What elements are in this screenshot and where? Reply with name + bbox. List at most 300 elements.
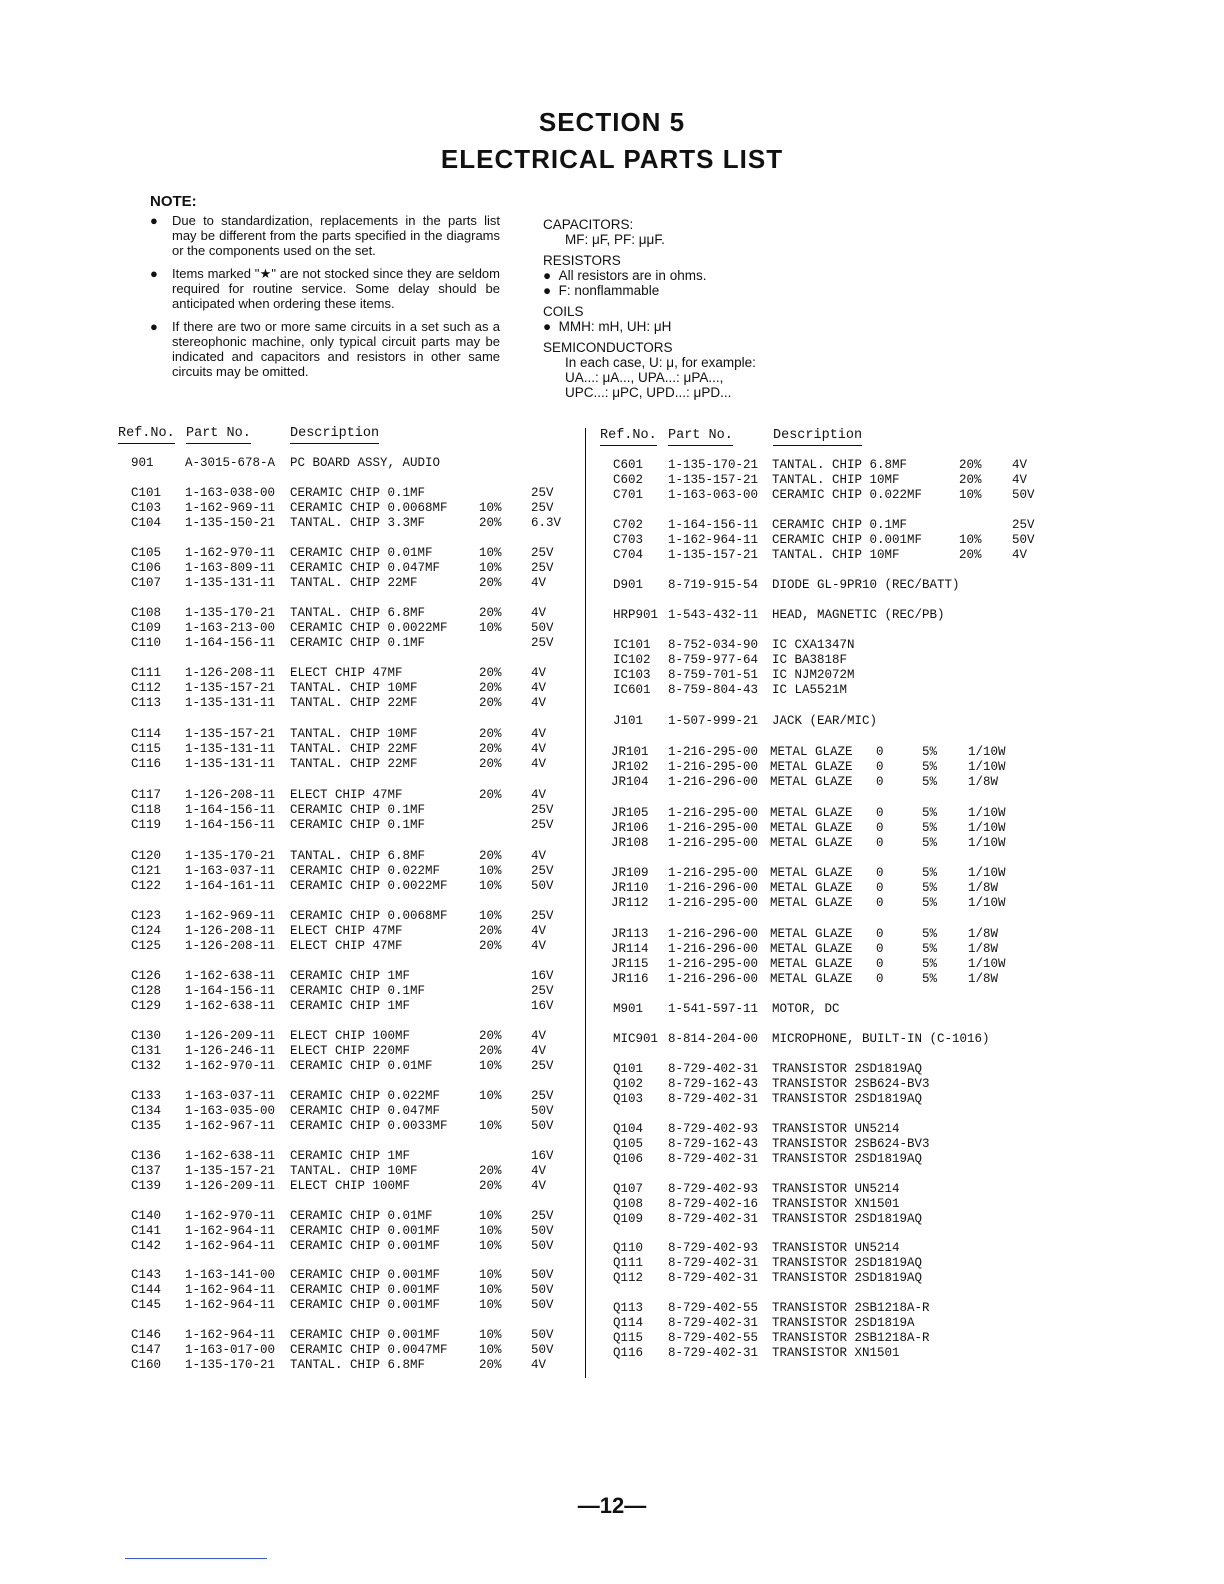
- description-cell: CERAMIC CHIP 0.022MF: [772, 488, 923, 502]
- part-no-cell: 1-162-970-11: [185, 1059, 276, 1073]
- ref-no-cell: Q107: [613, 1182, 644, 1196]
- description-cell: CERAMIC CHIP 0.01MF: [290, 546, 433, 560]
- description-cell: METAL GLAZE: [770, 866, 853, 880]
- rating-cell: 50V: [531, 1343, 554, 1357]
- part-no-cell: 1-164-156-11: [185, 636, 276, 650]
- part-no-cell: 8-729-402-55: [668, 1331, 759, 1345]
- bullet-icon: ●: [150, 213, 158, 228]
- part-no-cell: 8-729-402-31: [668, 1316, 759, 1330]
- ref-no-cell: C144: [131, 1283, 162, 1297]
- ref-no-cell: C104: [131, 516, 162, 530]
- description-cell: CERAMIC CHIP 0.1MF: [290, 984, 426, 998]
- ref-no-cell: C128: [131, 984, 162, 998]
- part-no-cell: 1-216-295-00: [668, 896, 759, 910]
- part-no-cell: 1-163-038-00: [185, 486, 276, 500]
- rating-cell: 6.3V: [531, 516, 562, 530]
- description-cell: TRANSISTOR 2SD1819AQ: [772, 1256, 923, 1270]
- rating-cell: 4V: [531, 788, 547, 802]
- tolerance-cell: 10%: [479, 1283, 502, 1297]
- description-cell: TRANSISTOR 2SB624-BV3: [772, 1077, 930, 1091]
- ref-no-cell: IC601: [613, 683, 651, 697]
- ref-no-cell: C141: [131, 1224, 162, 1238]
- tolerance-cell: 0: [876, 775, 884, 789]
- bullet-icon: ●: [150, 266, 158, 281]
- part-no-cell: 1-163-809-11: [185, 561, 276, 575]
- part-no-cell: 1-163-063-00: [668, 488, 759, 502]
- rating-cell: 5%: [922, 806, 938, 820]
- rating-cell: 4V: [531, 924, 547, 938]
- ref-no-cell: Q112: [613, 1271, 644, 1285]
- part-no-cell: 1-216-295-00: [668, 866, 759, 880]
- rating-cell: 25V: [531, 818, 554, 832]
- description-cell: TRANSISTOR 2SB624-BV3: [772, 1137, 930, 1151]
- description-cell: CERAMIC CHIP 0.001MF: [290, 1224, 441, 1238]
- part-no-cell: 1-135-131-11: [185, 757, 276, 771]
- ref-no-cell: C126: [131, 969, 162, 983]
- tolerance-cell: 10%: [479, 1239, 502, 1253]
- rating-cell: 25V: [531, 909, 554, 923]
- ref-no-cell: JR114: [611, 942, 649, 956]
- tolerance-cell: 10%: [479, 1119, 502, 1133]
- part-no-cell: 1-135-157-21: [185, 727, 276, 741]
- description-cell: METAL GLAZE: [770, 927, 853, 941]
- tolerance-cell: 10%: [479, 1059, 502, 1073]
- tolerance-cell: 10%: [479, 1089, 502, 1103]
- rating-cell: 50V: [531, 1268, 554, 1282]
- rating-cell: 5%: [922, 942, 938, 956]
- tolerance-cell: 10%: [479, 1298, 502, 1312]
- description-cell: CERAMIC CHIP 0.01MF: [290, 1059, 433, 1073]
- ref-no-cell: C703: [613, 533, 644, 547]
- part-no-cell: 1-126-209-11: [185, 1029, 276, 1043]
- part-no-cell: 1-216-295-00: [668, 745, 759, 759]
- ref-no-cell: C601: [613, 458, 644, 472]
- ref-no-cell: Q113: [613, 1301, 644, 1315]
- rating-cell: 5%: [922, 972, 938, 986]
- tolerance-cell: 10%: [479, 621, 502, 635]
- description-cell: CERAMIC CHIP 0.001MF: [290, 1239, 441, 1253]
- ref-no-cell: C111: [131, 666, 162, 680]
- rating-cell: 5%: [922, 745, 938, 759]
- ref-no-cell: Q115: [613, 1331, 644, 1345]
- power-cell: 1/8W: [968, 942, 999, 956]
- description-cell: METAL GLAZE: [770, 957, 853, 971]
- description-cell: TRANSISTOR XN1501: [772, 1197, 900, 1211]
- part-no-cell: 1-162-964-11: [185, 1283, 276, 1297]
- part-no-cell: 8-729-402-31: [668, 1092, 759, 1106]
- part-no-cell: 1-216-296-00: [668, 881, 759, 895]
- rating-cell: 50V: [531, 1119, 554, 1133]
- description-cell: TANTAL. CHIP 22MF: [290, 576, 418, 590]
- ref-no-cell: C118: [131, 803, 162, 817]
- ref-no-cell: C110: [131, 636, 162, 650]
- description-cell: CERAMIC CHIP 0.0068MF: [290, 909, 448, 923]
- rating-cell: 25V: [531, 803, 554, 817]
- tolerance-cell: 0: [876, 972, 884, 986]
- description-cell: ELECT CHIP 47MF: [290, 939, 403, 953]
- rating-cell: 4V: [531, 849, 547, 863]
- description-cell: METAL GLAZE: [770, 821, 853, 835]
- description-cell: TRANSISTOR UN5214: [772, 1122, 900, 1136]
- description-cell: IC NJM2072M: [772, 668, 855, 682]
- description-cell: CERAMIC CHIP 0.1MF: [290, 818, 426, 832]
- part-no-cell: 8-729-402-31: [668, 1212, 759, 1226]
- part-no-cell: 1-541-597-11: [668, 1002, 759, 1016]
- rating-cell: 25V: [531, 1059, 554, 1073]
- part-no-cell: 1-135-150-21: [185, 516, 276, 530]
- description-cell: TRANSISTOR UN5214: [772, 1182, 900, 1196]
- tolerance-cell: 10%: [479, 1209, 502, 1223]
- description-cell: ELECT CHIP 47MF: [290, 924, 403, 938]
- description-cell: CERAMIC CHIP 0.047MF: [290, 1104, 441, 1118]
- tolerance-cell: 20%: [479, 757, 502, 771]
- description-cell: CERAMIC CHIP 0.022MF: [290, 864, 441, 878]
- ref-no-cell: C117: [131, 788, 162, 802]
- part-no-cell: 1-162-964-11: [185, 1239, 276, 1253]
- tolerance-cell: 20%: [479, 606, 502, 620]
- part-no-cell: 1-162-969-11: [185, 909, 276, 923]
- rating-cell: 4V: [531, 1029, 547, 1043]
- ref-no-cell: C134: [131, 1104, 162, 1118]
- ref-no-cell: C139: [131, 1179, 162, 1193]
- description-cell: CERAMIC CHIP 0.022MF: [290, 1089, 441, 1103]
- part-no-cell: 8-729-402-31: [668, 1271, 759, 1285]
- part-no-cell: 1-135-157-21: [668, 548, 759, 562]
- tolerance-cell: 20%: [479, 849, 502, 863]
- part-no-cell: 1-163-035-00: [185, 1104, 276, 1118]
- capacitors-heading: CAPACITORS:: [543, 217, 634, 232]
- part-no-cell: 1-135-170-21: [185, 1358, 276, 1372]
- description-cell: TRANSISTOR UN5214: [772, 1241, 900, 1255]
- rating-cell: 25V: [531, 1209, 554, 1223]
- rating-cell: 4V: [531, 1179, 547, 1193]
- description-cell: TANTAL. CHIP 6.8MF: [290, 1358, 426, 1372]
- ref-no-cell: Q106: [613, 1152, 644, 1166]
- ref-no-cell: JR101: [611, 745, 649, 759]
- tolerance-cell: 0: [876, 806, 884, 820]
- ref-no-cell: JR116: [611, 972, 649, 986]
- ref-no-cell: Q110: [613, 1241, 644, 1255]
- rating-cell: 5%: [922, 775, 938, 789]
- part-no-cell: 1-135-131-11: [185, 742, 276, 756]
- note-text: If there are two or more same circuits in a set such as a stereophonic machine, only typical circuit parts may be indicated and capacitors and resistors in other same circuits may be omitted.: [172, 319, 500, 379]
- rating-cell: 25V: [531, 1089, 554, 1103]
- description-cell: IC LA5521M: [772, 683, 848, 697]
- ref-no-cell: IC101: [613, 638, 651, 652]
- tolerance-cell: 0: [876, 957, 884, 971]
- ref-no-cell: C143: [131, 1268, 162, 1282]
- part-no-cell: 1-216-295-00: [668, 836, 759, 850]
- ref-no-cell: C120: [131, 849, 162, 863]
- rating-cell: 50V: [531, 879, 554, 893]
- part-no-cell: 1-164-156-11: [185, 818, 276, 832]
- part-no-cell: 1-216-295-00: [668, 806, 759, 820]
- part-no-cell: 1-135-170-21: [668, 458, 759, 472]
- part-no-cell: 8-729-402-55: [668, 1301, 759, 1315]
- ref-no-cell: JR106: [611, 821, 649, 835]
- rating-cell: 5%: [922, 927, 938, 941]
- tolerance-cell: 0: [876, 927, 884, 941]
- ref-no-cell: C109: [131, 621, 162, 635]
- description-cell: CERAMIC CHIP 0.001MF: [772, 533, 923, 547]
- header-description: Description: [290, 426, 379, 444]
- description-cell: ELECT CHIP 100MF: [290, 1029, 411, 1043]
- power-cell: 1/10W: [968, 896, 1006, 910]
- description-cell: TRANSISTOR 2SD1819AQ: [772, 1212, 923, 1226]
- rating-cell: 25V: [531, 636, 554, 650]
- description-cell: TANTAL. CHIP 22MF: [290, 757, 418, 771]
- rating-cell: 16V: [531, 1149, 554, 1163]
- rating-cell: 4V: [531, 576, 547, 590]
- part-no-cell: 1-216-296-00: [668, 927, 759, 941]
- ref-no-cell: C107: [131, 576, 162, 590]
- note-item: [150, 213, 500, 258]
- description-cell: ELECT CHIP 220MF: [290, 1044, 411, 1058]
- description-cell: TRANSISTOR 2SB1218A-R: [772, 1331, 930, 1345]
- description-cell: TRANSISTOR 2SD1819AQ: [772, 1062, 923, 1076]
- part-no-cell: 8-729-402-93: [668, 1122, 759, 1136]
- ref-no-cell: IC102: [613, 653, 651, 667]
- resistors-line: [543, 268, 873, 283]
- tolerance-cell: 0: [876, 821, 884, 835]
- parts-list-title: ELECTRICAL PARTS LIST: [440, 144, 784, 174]
- ref-no-cell: C124: [131, 924, 162, 938]
- semiconductors-line: UA...: μA..., UPA...: μPA...,: [565, 370, 724, 385]
- rating-cell: 4V: [531, 1044, 547, 1058]
- ref-no-cell: Q116: [613, 1346, 644, 1360]
- part-no-cell: 1-162-964-11: [668, 533, 759, 547]
- tolerance-cell: 0: [876, 836, 884, 850]
- rating-cell: 4V: [531, 1358, 547, 1372]
- description-cell: CERAMIC CHIP 0.047MF: [290, 561, 441, 575]
- rating-cell: 4V: [531, 727, 547, 741]
- description-cell: TRANSISTOR 2SD1819AQ: [772, 1152, 923, 1166]
- part-no-cell: 1-162-970-11: [185, 1209, 276, 1223]
- part-no-cell: 8-729-402-93: [668, 1241, 759, 1255]
- ref-no-cell: C103: [131, 501, 162, 515]
- part-no-cell: 8-729-402-31: [668, 1152, 759, 1166]
- power-cell: 1/8W: [968, 927, 999, 941]
- description-cell: IC CXA1347N: [772, 638, 855, 652]
- units-legend: [543, 217, 873, 400]
- part-no-cell: 1-163-037-11: [185, 1089, 276, 1103]
- ref-no-cell: C113: [131, 696, 162, 710]
- ref-no-cell: Q101: [613, 1062, 644, 1076]
- description-cell: CERAMIC CHIP 0.1MF: [290, 803, 426, 817]
- ref-no-cell: C125: [131, 939, 162, 953]
- description-cell: TANTAL. CHIP 10MF: [772, 548, 900, 562]
- ref-no-cell: D901: [613, 578, 644, 592]
- description-cell: DIODE GL-9PR10 (REC/BATT): [772, 578, 960, 592]
- part-no-cell: 1-216-296-00: [668, 942, 759, 956]
- rating-cell: 25V: [531, 864, 554, 878]
- ref-no-cell: C131: [131, 1044, 162, 1058]
- description-cell: TRANSISTOR 2SB1218A-R: [772, 1301, 930, 1315]
- ref-no-cell: Q103: [613, 1092, 644, 1106]
- part-no-cell: 1-163-141-00: [185, 1268, 276, 1282]
- rating-cell: 50V: [531, 1239, 554, 1253]
- rating-cell: 50V: [531, 1224, 554, 1238]
- bullet-icon: ●: [543, 283, 559, 298]
- part-no-cell: 1-135-131-11: [185, 696, 276, 710]
- description-cell: TANTAL. CHIP 22MF: [290, 696, 418, 710]
- part-no-cell: 1-162-970-11: [185, 546, 276, 560]
- description-cell: METAL GLAZE: [770, 881, 853, 895]
- power-cell: 1/8W: [968, 775, 999, 789]
- part-no-cell: 8-729-402-31: [668, 1256, 759, 1270]
- description-cell: IC BA3818F: [772, 653, 848, 667]
- tolerance-cell: 20%: [959, 473, 982, 487]
- tolerance-cell: 20%: [479, 696, 502, 710]
- part-no-cell: 1-162-964-11: [185, 1328, 276, 1342]
- part-no-cell: 1-126-208-11: [185, 924, 276, 938]
- tolerance-cell: 20%: [959, 458, 982, 472]
- description-cell: TRANSISTOR 2SD1819AQ: [772, 1092, 923, 1106]
- rating-cell: 5%: [922, 836, 938, 850]
- description-cell: TRANSISTOR 2SD1819AQ: [772, 1271, 923, 1285]
- page-number: —12—: [577, 1493, 647, 1518]
- ref-no-cell: JR112: [611, 896, 649, 910]
- part-no-cell: 8-729-162-43: [668, 1137, 759, 1151]
- ref-no-cell: C701: [613, 488, 644, 502]
- part-no-cell: 1-135-157-21: [185, 681, 276, 695]
- part-no-cell: 1-126-208-11: [185, 788, 276, 802]
- power-cell: 1/10W: [968, 760, 1006, 774]
- tolerance-cell: 10%: [959, 533, 982, 547]
- rating-cell: 4V: [531, 681, 547, 695]
- part-no-cell: 1-216-295-00: [668, 760, 759, 774]
- ref-no-cell: C112: [131, 681, 162, 695]
- rating-cell: 25V: [531, 984, 554, 998]
- rating-cell: 4V: [531, 757, 547, 771]
- semiconductors-line: UPC...: μPC, UPD...: μPD...: [565, 385, 732, 400]
- description-cell: CERAMIC CHIP 0.0068MF: [290, 501, 448, 515]
- part-no-cell: 8-759-804-43: [668, 683, 759, 697]
- tolerance-cell: 10%: [479, 1268, 502, 1282]
- ref-no-cell: C121: [131, 864, 162, 878]
- ref-no-cell: Q108: [613, 1197, 644, 1211]
- part-no-cell: 1-162-638-11: [185, 999, 276, 1013]
- description-cell: TANTAL. CHIP 6.8MF: [290, 849, 426, 863]
- rating-cell: 25V: [531, 486, 554, 500]
- description-cell: JACK (EAR/MIC): [772, 714, 878, 728]
- ref-no-cell: JR105: [611, 806, 649, 820]
- description-cell: TANTAL. CHIP 10MF: [290, 1164, 418, 1178]
- description-cell: CERAMIC CHIP 0.001MF: [290, 1268, 441, 1282]
- rating-cell: 5%: [922, 821, 938, 835]
- description-cell: METAL GLAZE: [770, 896, 853, 910]
- tolerance-cell: 20%: [479, 1164, 502, 1178]
- part-no-cell: 1-162-964-11: [185, 1224, 276, 1238]
- note-text: Due to standardization, replacements in the parts list may be different from the parts specified in the diagrams or the components used on the set.: [172, 213, 500, 258]
- part-no-cell: 1-135-131-11: [185, 576, 276, 590]
- part-no-cell: A-3015-678-A: [185, 456, 276, 470]
- coils-line: [543, 319, 873, 334]
- ref-no-cell: C160: [131, 1358, 162, 1372]
- part-no-cell: 1-135-170-21: [185, 606, 276, 620]
- ref-no-cell: Q104: [613, 1122, 644, 1136]
- description-cell: METAL GLAZE: [770, 942, 853, 956]
- tolerance-cell: 0: [876, 745, 884, 759]
- part-no-cell: 1-126-208-11: [185, 939, 276, 953]
- ref-no-cell: C132: [131, 1059, 162, 1073]
- part-no-cell: 1-126-209-11: [185, 1179, 276, 1193]
- tolerance-cell: 10%: [479, 909, 502, 923]
- part-no-cell: 1-543-432-11: [668, 608, 759, 622]
- rating-cell: 4V: [531, 666, 547, 680]
- resistors-ohms: All resistors are in ohms.: [558, 268, 707, 283]
- power-cell: 1/10W: [968, 866, 1006, 880]
- ref-no-cell: C702: [613, 518, 644, 532]
- bullet-icon: ●: [543, 268, 559, 283]
- rating-cell: 4V: [1012, 458, 1028, 472]
- header-ref-no: Ref.No.: [600, 428, 657, 446]
- rating-cell: 25V: [531, 546, 554, 560]
- power-cell: 1/10W: [968, 806, 1006, 820]
- tolerance-cell: 20%: [479, 666, 502, 680]
- tolerance-cell: 0: [876, 866, 884, 880]
- rating-cell: 50V: [531, 1298, 554, 1312]
- description-cell: TANTAL. CHIP 22MF: [290, 742, 418, 756]
- part-no-cell: 1-135-157-21: [185, 1164, 276, 1178]
- ref-no-cell: C122: [131, 879, 162, 893]
- part-no-cell: 1-135-157-21: [668, 473, 759, 487]
- rating-cell: 50V: [531, 1283, 554, 1297]
- tolerance-cell: 20%: [479, 681, 502, 695]
- tolerance-cell: 20%: [479, 742, 502, 756]
- part-no-cell: 8-759-701-51: [668, 668, 759, 682]
- ref-no-cell: Q111: [613, 1256, 644, 1270]
- semiconductors-line: In each case, U: μ, for example:: [565, 355, 756, 370]
- part-no-cell: 1-135-170-21: [185, 849, 276, 863]
- resistors-heading: RESISTORS: [543, 253, 621, 268]
- description-cell: TANTAL. CHIP 10MF: [772, 473, 900, 487]
- ref-no-cell: C602: [613, 473, 644, 487]
- part-no-cell: 1-164-161-11: [185, 879, 276, 893]
- description-cell: HEAD, MAGNETIC (REC/PB): [772, 608, 945, 622]
- power-cell: 1/8W: [968, 881, 999, 895]
- part-no-cell: 8-729-402-16: [668, 1197, 759, 1211]
- ref-no-cell: JR113: [611, 927, 649, 941]
- description-cell: CERAMIC CHIP 0.0047MF: [290, 1343, 448, 1357]
- rating-cell: 4V: [531, 1164, 547, 1178]
- description-cell: ELECT CHIP 100MF: [290, 1179, 411, 1193]
- ref-no-cell: JR104: [611, 775, 649, 789]
- power-cell: 1/10W: [968, 957, 1006, 971]
- part-no-cell: 1-216-296-00: [668, 972, 759, 986]
- rating-cell: 25V: [1012, 518, 1035, 532]
- rating-cell: 4V: [1012, 548, 1028, 562]
- rating-cell: 4V: [531, 939, 547, 953]
- description-cell: CERAMIC CHIP 0.01MF: [290, 1209, 433, 1223]
- description-cell: CERAMIC CHIP 0.1MF: [290, 486, 426, 500]
- ref-no-cell: JR102: [611, 760, 649, 774]
- description-cell: CERAMIC CHIP 1MF: [290, 999, 411, 1013]
- capacitors-units: MF: μF, PF: μμF.: [565, 232, 665, 247]
- part-no-cell: 1-507-999-21: [668, 714, 759, 728]
- part-no-cell: 1-126-208-11: [185, 666, 276, 680]
- header-ref-no: Ref.No.: [118, 426, 175, 444]
- ref-no-cell: C108: [131, 606, 162, 620]
- description-cell: CERAMIC CHIP 0.001MF: [290, 1328, 441, 1342]
- ref-no-cell: C146: [131, 1328, 162, 1342]
- part-no-cell: 1-216-295-00: [668, 957, 759, 971]
- rating-cell: 50V: [531, 1104, 554, 1118]
- rating-cell: 50V: [1012, 488, 1035, 502]
- rating-cell: 5%: [922, 866, 938, 880]
- note-item: [150, 266, 500, 311]
- description-cell: METAL GLAZE: [770, 760, 853, 774]
